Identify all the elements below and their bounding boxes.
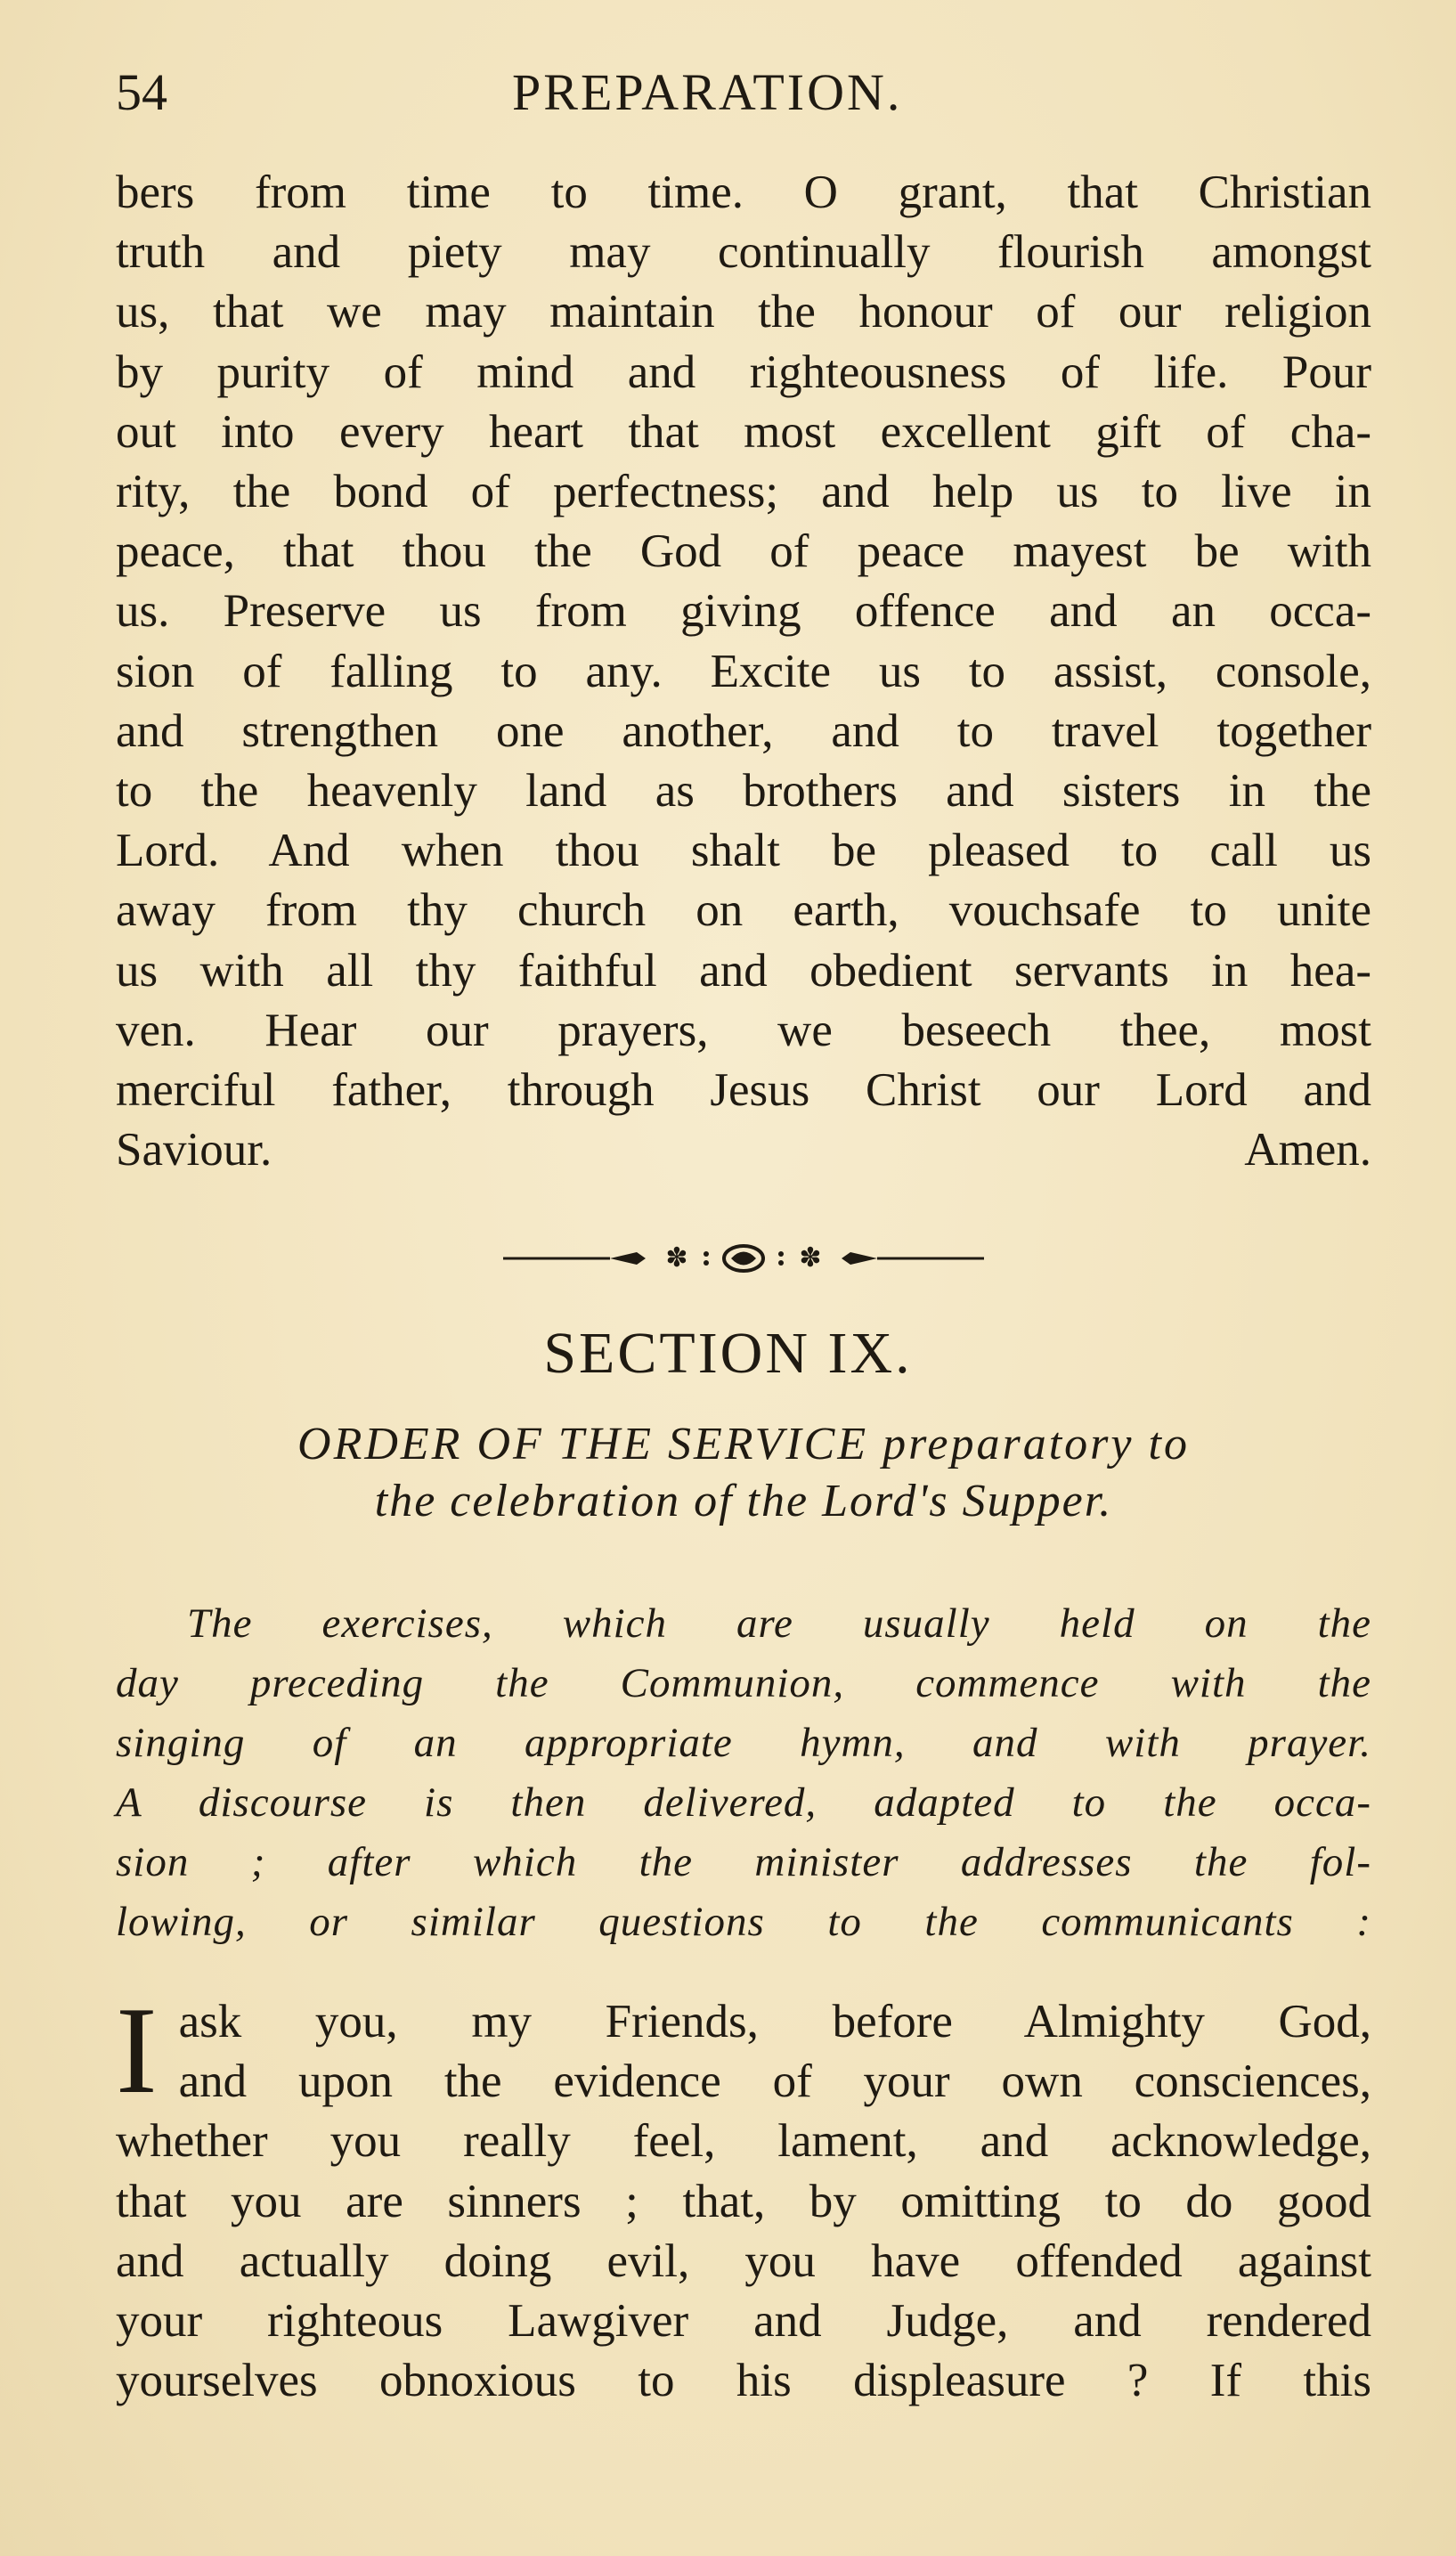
text-line: and strengthen one another, and to travel together [116,704,1371,757]
section-divider-ornament-icon [503,1236,984,1281]
text-line: merciful father, through Jesus Christ our Lord and [116,1064,1371,1117]
text-line: to the heavenly land as brothers and sisters in the [116,765,1371,818]
page-header [116,62,1376,134]
page-number: 54 [116,63,167,121]
prayer-continuation [116,163,1371,1180]
text-line: us with all thy faithful and obedient servants in hea- [116,944,1371,997]
text-line: ask you, my Friends, before Almighty God, [178,1996,1371,2047]
running-head: PREPARATION. [512,63,903,121]
rubric-line: day preceding the Communion, commence with the [116,1660,1371,1706]
drop-cap: I [116,1982,158,2120]
examination-questions [116,1982,1371,2411]
text-line: by purity of mind and righteousness of life. Pour [116,346,1371,398]
text-line: whether you really feel, lament, and acknowledge, [116,2115,1371,2168]
text-line: and upon the evidence of your own consciences, [178,2055,1371,2108]
rubric-line: lowing, or similar questions to the communicants : [116,1899,1371,1945]
text-line: away from thy church on earth, vouchsafe to unite [116,884,1371,937]
rubric-line: sion ; after which the minister addresses the fol- [116,1839,1371,1885]
text-line: that you are sinners ; that, by omitting to do good [116,2175,1371,2227]
rubric-line: A discourse is then delivered, adapted to the occa- [116,1779,1371,1826]
text-line: sion of falling to any. Excite us to assist, console, [116,645,1371,697]
section-heading: SECTION IX. [543,1321,913,1386]
text-line: us, that we may maintain the honour of our religion [116,286,1371,338]
text-line: and actually doing evil, you have offended against [116,2234,1371,2287]
text-line: out into every heart that most excellent gift of cha- [116,405,1371,458]
text-line: rity, the bond of perfectness; and help us to live in [116,466,1371,518]
text-line: peace, that thou the God of peace mayest be with [116,525,1371,578]
rubric-line: The exercises, which are usually held on the [187,1600,1371,1647]
text-line: yourselves obnoxious to his displeasure ? If this [116,2355,1371,2407]
subtitle-line: ORDER OF THE SERVICE preparatory to [297,1419,1190,1469]
text-line: truth and piety may continually flourish amongst [116,226,1371,279]
rubric-line: singing of an appropriate hymn, and with prayer. [116,1720,1371,1766]
text-line: us. Preserve us from giving offence and an occa- [116,585,1371,638]
text-line: your righteous Lawgiver and Judge, and rendered [116,2295,1371,2348]
text-line: bers from time to time. O grant, that Christian [116,167,1371,218]
text-line: Saviour. Amen. [116,1124,1371,1176]
svg-text:✽: ✽ [665,1243,688,1273]
text-line: Lord. And when thou shalt be pleased to call us [116,825,1371,877]
section-subtitle [116,1416,1371,1530]
svg-text:✽: ✽ [799,1243,822,1273]
text-line: ven. Hear our prayers, we beseech thee, most [116,1004,1371,1056]
subtitle-line: the celebration of the Lord's Supper. [374,1476,1113,1526]
rubric-instructions [116,1594,1371,1952]
